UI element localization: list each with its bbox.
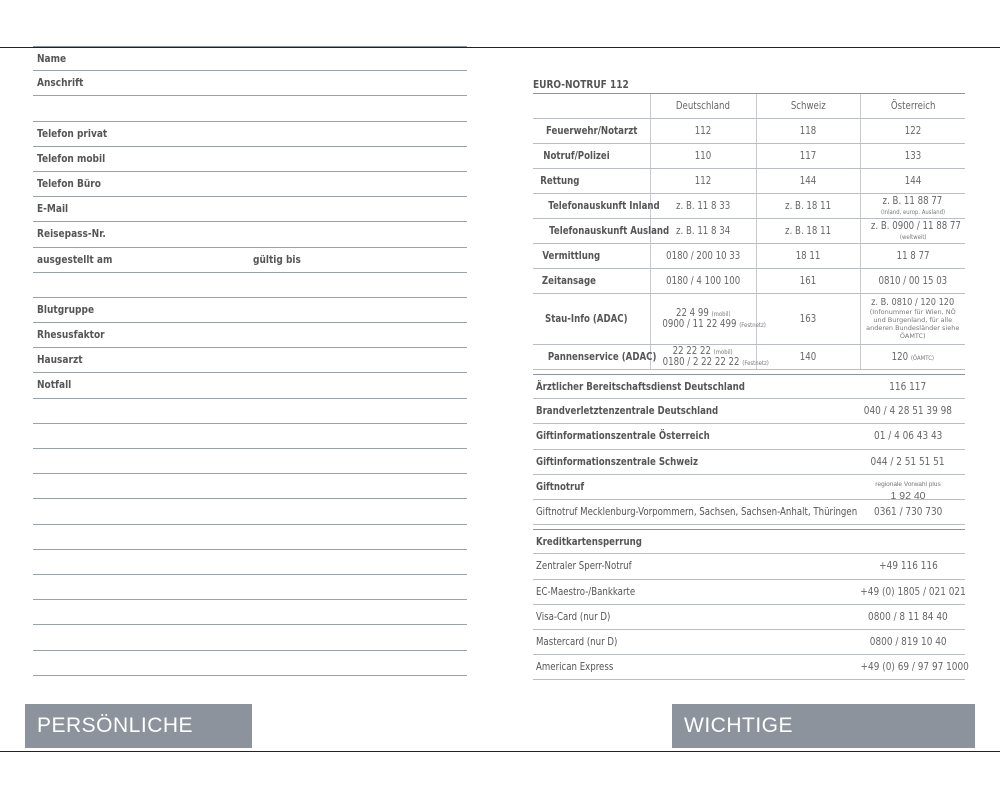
hotline-row bbox=[533, 374, 965, 399]
service-label: Notruf/Polizei bbox=[533, 144, 650, 169]
form-line[interactable] bbox=[33, 625, 467, 650]
hotline-row bbox=[533, 500, 965, 525]
number-at: 122 bbox=[860, 119, 965, 144]
emergency-row bbox=[533, 244, 965, 269]
form-field-label: Notfall bbox=[37, 378, 72, 392]
number-de: 112 bbox=[650, 169, 756, 194]
number-de: 110 bbox=[650, 144, 756, 169]
number-ch: z. B. 18 11 bbox=[756, 194, 860, 219]
number-at: 11 8 77 bbox=[860, 244, 965, 269]
form-field-label: Reisepass-Nr. bbox=[37, 227, 106, 241]
form-field-label: Name bbox=[37, 52, 67, 65]
hotline-label: Giftinformationszentrale Schweiz bbox=[536, 455, 699, 468]
hotline-number: 01 / 4 06 43 43 bbox=[873, 430, 943, 443]
hotline-number: 040 / 4 28 51 39 98 bbox=[863, 405, 953, 418]
number-ch: 144 bbox=[756, 169, 860, 194]
table-header-row bbox=[533, 94, 965, 119]
hotline-label: Giftinformationszentrale Österreich bbox=[536, 430, 710, 443]
credit-row bbox=[533, 554, 965, 579]
number-de: 22 22 22 (mobil) 0180 / 2 22 22 22 (Festnetz) bbox=[650, 345, 756, 370]
credit-card-block-section bbox=[533, 529, 969, 680]
hotline-row bbox=[533, 450, 965, 475]
credit-number: +49 116 116 bbox=[878, 560, 938, 573]
service-label: Telefonauskunft Inland bbox=[533, 194, 650, 219]
hotline-row bbox=[533, 424, 965, 449]
number-ch: 163 bbox=[756, 294, 860, 345]
form-line[interactable] bbox=[33, 525, 467, 550]
personal-data-form bbox=[33, 46, 467, 676]
form-line[interactable] bbox=[33, 399, 467, 424]
number-de: 112 bbox=[650, 119, 756, 144]
form-line[interactable] bbox=[33, 373, 467, 398]
service-label: Pannenservice (ADAC) bbox=[533, 345, 650, 370]
form-line[interactable] bbox=[33, 248, 467, 273]
form-line[interactable] bbox=[33, 348, 467, 373]
form-field-label: Telefon privat bbox=[37, 126, 108, 140]
emergency-row bbox=[533, 194, 965, 219]
number-de: 22 4 99 (mobil) 0900 / 11 22 499 (Festnetz) bbox=[650, 294, 756, 345]
form-line[interactable] bbox=[33, 46, 467, 71]
emergency-row bbox=[533, 269, 965, 294]
header-empty-cell bbox=[533, 94, 650, 119]
credit-label: Zentraler Sperr-Notruf bbox=[536, 560, 632, 573]
number-ch: 161 bbox=[756, 269, 860, 294]
form-line[interactable] bbox=[33, 222, 467, 247]
emergency-row bbox=[533, 169, 965, 194]
form-line[interactable] bbox=[33, 550, 467, 575]
header-country: Österreich bbox=[860, 94, 965, 119]
credit-section-title: Kreditkartensperrung bbox=[536, 536, 642, 549]
emergency-row bbox=[533, 144, 965, 169]
form-line[interactable] bbox=[33, 147, 467, 172]
form-line[interactable] bbox=[33, 449, 467, 474]
number-de: z. B. 11 8 34 bbox=[650, 219, 756, 244]
emergency-row bbox=[533, 345, 965, 370]
number-at: z. B. 0810 / 120 120 (Infonummer für Wien, NÖ und Burgenland, für alle anderen Bundesländer siehe ÖAMTC) bbox=[860, 294, 965, 345]
form-line[interactable] bbox=[33, 323, 467, 348]
number-at: 0810 / 00 15 03 bbox=[860, 269, 965, 294]
service-label: Rettung bbox=[533, 169, 650, 194]
hotline-row bbox=[533, 475, 965, 500]
number-ch: 18 11 bbox=[756, 244, 860, 269]
number-de: 0180 / 200 10 33 bbox=[650, 244, 756, 269]
number-de: 0180 / 4 100 100 bbox=[650, 269, 756, 294]
credit-number: +49 (0) 1805 / 021 021 bbox=[860, 585, 966, 598]
service-label: Zeitansage bbox=[533, 269, 650, 294]
important-numbers-tab: WICHTIGE TELEFONNUMMERN bbox=[672, 704, 975, 748]
credit-number: 0800 / 8 11 84 40 bbox=[868, 610, 948, 623]
phone-numbers-page bbox=[533, 76, 969, 680]
emergency-table bbox=[533, 93, 965, 370]
header-country: Deutschland bbox=[650, 94, 756, 119]
credit-label: EC-Maestro-/Bankkarte bbox=[536, 585, 636, 598]
number-ch: 140 bbox=[756, 345, 860, 370]
number-ch: 117 bbox=[756, 144, 860, 169]
form-line[interactable] bbox=[33, 474, 467, 499]
poison-hotline-section bbox=[533, 374, 965, 525]
emergency-row bbox=[533, 219, 965, 244]
credit-number: 0800 / 819 10 40 bbox=[869, 635, 947, 648]
hotline-number: regionale Vorwahl plus 1 92 40 bbox=[875, 480, 941, 502]
number-ch: z. B. 18 11 bbox=[756, 219, 860, 244]
form-line[interactable] bbox=[33, 651, 467, 676]
service-label: Telefonauskunft Ausland bbox=[533, 219, 650, 244]
form-line[interactable] bbox=[33, 424, 467, 449]
hotline-label: Giftnotruf Mecklenburg-Vorpommern, Sachsen, Sachsen-Anhalt, Thüringen bbox=[536, 505, 858, 518]
credit-row bbox=[533, 630, 965, 655]
form-field-label: Telefon Büro bbox=[37, 176, 101, 190]
hotline-row bbox=[533, 399, 965, 424]
number-at: 120 (ÖAMTC) bbox=[860, 345, 965, 370]
form-line[interactable] bbox=[33, 96, 467, 121]
form-line[interactable] bbox=[33, 499, 467, 524]
number-at: z. B. 0900 / 11 88 77 (weltweit) bbox=[860, 219, 965, 244]
number-at: 133 bbox=[860, 144, 965, 169]
hotline-label: Brandverletztenzentrale Deutschland bbox=[536, 405, 719, 418]
form-field-label: Rhesusfaktor bbox=[37, 328, 105, 342]
credit-label: Mastercard (nur D) bbox=[536, 635, 618, 648]
form-line[interactable] bbox=[33, 273, 467, 298]
form-line[interactable] bbox=[33, 71, 467, 96]
credit-number: +49 (0) 69 / 97 97 1000 bbox=[860, 661, 969, 674]
number-de: z. B. 11 8 33 bbox=[650, 194, 756, 219]
service-label: Feuerwehr/Notarzt bbox=[533, 119, 650, 144]
hotline-number: 0361 / 730 730 bbox=[873, 505, 943, 518]
hotline-number: 116 117 bbox=[889, 381, 927, 393]
form-field-label: Blutgruppe bbox=[37, 302, 95, 316]
credit-row bbox=[533, 580, 965, 605]
number-ch: 118 bbox=[756, 119, 860, 144]
form-field-label: ausgestellt am bbox=[37, 252, 113, 266]
form-line[interactable] bbox=[33, 172, 467, 197]
personal-data-tab: PERSÖNLICHE DATEN bbox=[25, 704, 252, 748]
emergency-row bbox=[533, 294, 965, 345]
service-label: Vermittlung bbox=[533, 244, 650, 269]
hotline-number: 044 / 2 51 51 51 bbox=[871, 455, 945, 468]
euro-notruf-title: EURO-NOTRUF 112 bbox=[533, 78, 629, 91]
credit-label: Visa-Card (nur D) bbox=[536, 610, 611, 623]
form-line[interactable] bbox=[33, 298, 467, 323]
number-at: 144 bbox=[860, 169, 965, 194]
emergency-row bbox=[533, 119, 965, 144]
form-field-label: Telefon mobil bbox=[37, 151, 106, 165]
form-field-label: Hausarzt bbox=[37, 353, 83, 367]
credit-label: American Express bbox=[536, 661, 614, 674]
service-label: Stau-Info (ADAC) bbox=[533, 294, 650, 345]
number-at: z. B. 11 88 77 (Inland, europ. Ausland) bbox=[860, 194, 965, 219]
header-country: Schweiz bbox=[756, 94, 860, 119]
form-line[interactable] bbox=[33, 122, 467, 147]
form-line[interactable] bbox=[33, 600, 467, 625]
form-line[interactable] bbox=[33, 197, 467, 222]
credit-row bbox=[533, 605, 965, 630]
form-field-label: E-Mail bbox=[37, 202, 69, 216]
hotline-label: Ärztlicher Bereitschaftsdienst Deutschland bbox=[536, 381, 745, 393]
credit-title-row bbox=[533, 529, 965, 554]
form-line[interactable] bbox=[33, 575, 467, 600]
form-field-label: Anschrift bbox=[37, 76, 84, 90]
hotline-label: Giftnotruf bbox=[536, 480, 585, 493]
form-field-label: gültig bis bbox=[253, 252, 301, 266]
credit-row bbox=[533, 655, 969, 680]
